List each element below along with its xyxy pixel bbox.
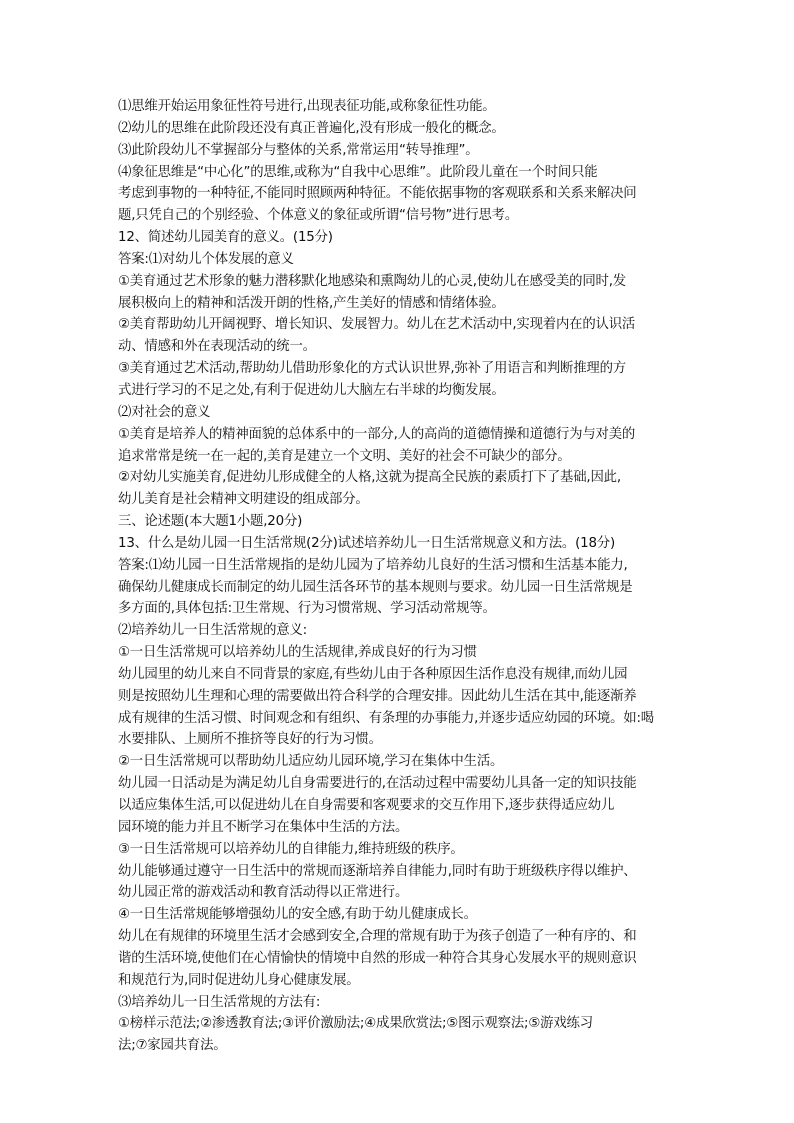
answer-heading: 答案:⑴对幼儿个体发展的意义 (118, 251, 294, 267)
text-line: 幼儿园正常的游戏活动和教育活动得以正常进行。 (118, 885, 409, 901)
text-line: 式进行学习的不足之处,有利于促进幼儿大脑左右半球的均衡发展。 (118, 382, 505, 398)
text-line: 动、情感和外在表现活动的统一。 (118, 339, 316, 355)
text-line: 考虑到事物的一种特征,不能同时照顾两种特征。不能依据事物的客观联系和关系来解决问 (118, 186, 637, 202)
text-line: 和规范行为,同时促进幼儿身心健康发展。 (118, 972, 360, 988)
document-page (118, 96, 678, 1057)
text-line: 幼儿在有规律的环境里生活才会感到安全,合理的常规有助于为孩子创造了一种有序的、和 (118, 929, 637, 945)
text-line: 展积极向上的精神和活泼开朗的性格,产生美好的情感和情绪体验。 (118, 295, 505, 311)
text-line: 水要排队、上厕所不推挤等良好的行为习惯。 (118, 732, 382, 748)
section-heading: 三、论述题(本大题1小题,20分) (118, 514, 303, 530)
text-line: 成有规律的生活习惯、时间观念和有组织、有条理的办事能力,并逐步适应幼园的环境。如:喝 (118, 710, 654, 726)
text-line: 法;⑦家园共育法。 (118, 1038, 227, 1054)
text-line: 幼儿能够通过遵守一日生活中的常规而逐渐培养自律能力,同时有助于班级秩序得以维护、 (118, 863, 637, 879)
text-line: 幼儿园里的幼儿来自不同背景的家庭,有些幼儿由于各种原因生活作息没有规律,而幼儿园 (118, 666, 628, 682)
text-line: ⑷象征思维是“中心化”的思维,或称为“自我中心思维”。此阶段儿童在一个时间只能 (118, 164, 598, 180)
text-line: 则是按照幼儿生理和心理的需要做出符合科学的合理安排。因此幼儿生活在其中,能逐渐养 (118, 688, 637, 704)
text-line: 追求常常是统一在一起的,美育是建立一个文明、美好的社会不可缺少的部分。 (118, 448, 571, 464)
text-line: ⑴思维开始运用象征性符号进行,出现表征功能,或称象征性功能。 (118, 99, 496, 114)
text-line: ③一日生活常规可以培养幼儿的自律能力,维持班级的秩序。 (118, 841, 464, 857)
answer-heading: 答案:⑴幼儿园一日生活常规指的是幼儿园为了培养幼儿良好的生活习惯和生活基本能力, (118, 557, 628, 573)
text-line: 幼儿美育是社会精神文明建设的组成部分。 (118, 492, 369, 508)
question-12-heading: 12、简述幼儿园美育的意义。(15分) (118, 230, 333, 246)
text-line: 园环境的能力并且不断学习在集体中生活的方法。 (118, 819, 409, 835)
text-line: 幼儿园一日活动是为满足幼儿自身需要进行的,在活动过程中需要幼儿具备一定的知识技能 (118, 776, 637, 792)
text-line: ②一日生活常规可以帮助幼儿适应幼儿园环境,学习在集体中生活。 (118, 754, 504, 770)
subheading: ⑶培养幼儿一日生活常规的方法有: (118, 994, 321, 1010)
text-line: 谐的生活环境,使他们在心情愉快的情境中自然的形成一种符合其身心发展水平的规则意识 (118, 950, 637, 966)
text-line: 多方面的,具体包括:卫生常规、行为习惯常规、学习活动常规等。 (118, 601, 496, 617)
text-line: ①美育是培养人的精神面貌的总体系中的一部分,人的高尚的道德情操和道德行为与对美的 (118, 426, 636, 442)
text-line: ②对幼儿实施美育,促进幼儿形成健全的人格,这就为提高全民族的素质打下了基础,因此, (118, 470, 621, 486)
question-13-heading: 13、什么是幼儿园一日生活常规(2分)试述培养幼儿一日生活常规意义和方法。(18分) (118, 535, 615, 551)
text-line: ②美育帮助幼儿开阔视野、增长知识、发展智力。幼儿在艺术活动中,实现着内在的认识活 (118, 317, 636, 333)
text-line: 题,只凭自己的个别经验、个体意义的象征或所谓“信号物”进行思考。 (118, 208, 519, 224)
text-line: ⑵幼儿的思维在此阶段还没有真正普遍化,没有形成一般化的概念。 (118, 120, 505, 136)
text-line: ①美育通过艺术形象的魅力潜移默化地感染和熏陶幼儿的心灵,使幼儿在感受美的同时,发 (118, 273, 626, 289)
subheading: ⑵培养幼儿一日生活常规的意义: (118, 623, 307, 639)
text-line: 确保幼儿健康成长而制定的幼儿园生活各环节的基本规则与要求。幼儿园一日生活常规是 (118, 579, 633, 595)
text-line: ⑶此阶段幼儿不掌握部分与整体的关系,常常运用“转导推理”。 (118, 142, 479, 158)
text-line: ④一日生活常规能够增强幼儿的安全感,有助于幼儿健康成长。 (118, 907, 477, 923)
text-line: 以适应集体生活,可以促进幼儿在自身需要和客观要求的交互作用下,逐步获得适应幼儿 (118, 798, 615, 813)
subheading: ⑵对社会的意义 (118, 404, 211, 420)
text-line: ①一日生活常规可以培养幼儿的生活规律,养成良好的行为习惯 (118, 645, 477, 661)
text-line: ③美育通过艺术活动,帮助幼儿借助形象化的方式认识世界,弥补了用语言和判断推理的方 (118, 361, 626, 377)
text-line: ①榜样示范法;②渗透教育法;③评价激励法;④成果欣赏法;⑤图示观察法;⑤游戏练习 (118, 1016, 593, 1032)
